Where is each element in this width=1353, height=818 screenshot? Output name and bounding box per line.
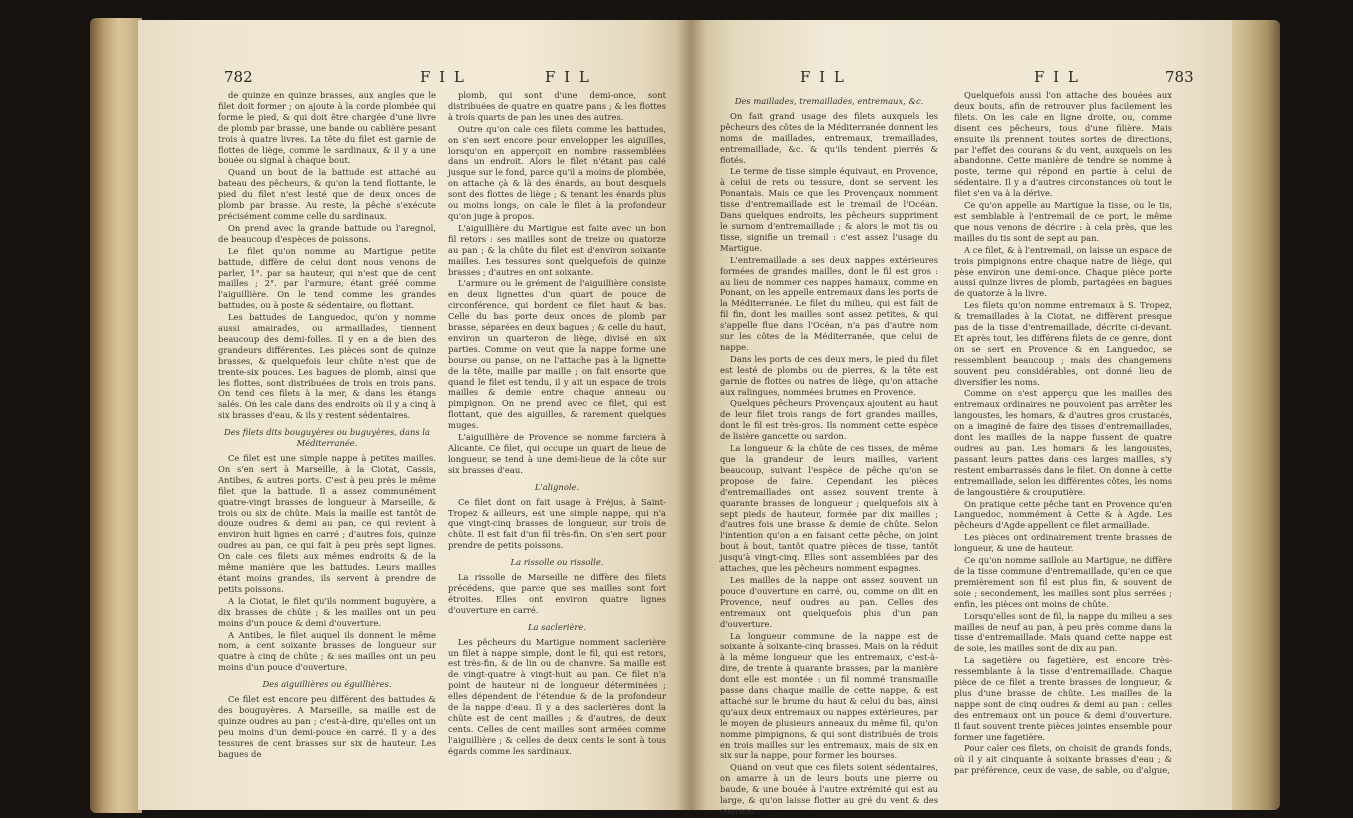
section-heading: Des filets dits bouguyères ou buguyères, dans la Méditerranée. xyxy=(224,427,430,449)
paragraph: La longueur commune de la nappe est de soixante à soixante-cinq brasses. Mais on la réduit à la même longueur que les entremaux, c'est-à-dire, de trente à quarante brasses, par la manière dont elle est montée : un fil nommé transmaille passe dans chaque maille de cette nappe, & est attaché sur le brume du haut & celui du bas, ainsi qu'aux deux entremaux ou nappes extérieures, par le moyen de plusieurs anneaux du même fil, qu'on nomme pimpignons, & qui sont distribués de trois en trois mailles sur les entremaux, mais de six en six sur la nappe, pour former les bourses. xyxy=(720,630,938,761)
paragraph: Ce qu'on nomme saillole au Martigue, ne diffère de la tisse commune d'entremaillade, qu'en ce que premièrement son fil est plus fin, & souvent de soie ; secondement, les mailles sont plus serrées ; enfin, les pièces ont moins de chûte. xyxy=(954,555,1172,609)
section-heading: Des aiguillières ou éguillières. xyxy=(262,679,392,690)
paragraph: Ce filet est encore peu différent des battudes & des bouguyères. A Marseille, sa maille est de quinze oudres au pan ; c'est-à-dire, qu'elles ont un peu moins d'un demi-pouce en carré. Il y a des tessures de cent brasses sur six de hauteur. Les bagues de xyxy=(218,694,436,759)
paragraph: Les battudes de Languedoc, qu'on y nomme aussi amairades, ou armaillades, tiennent beaucoup des demi-folles. Il y en a de bien des grandeurs différentes. Les pièces sont de quinze brasses, & quelquefois leur chûte n'est que de trente-six pouces. Les bagues de plomb, ainsi que les flottes, sont distribuées de trois en trois pans. On tend ces filets à la mer, & dans les étangs salés. On les cale dans des endroits où il y a cinq à six brasses d'eau, & ils y restent sédentaires. xyxy=(218,312,436,421)
left-page xyxy=(138,20,690,810)
left-page-column-2 xyxy=(448,90,666,758)
paragraph: Dans les ports de ces deux mers, le pied du filet est lesté de plombs ou de pierres, & la tête est garnie de flottes ou natres de liège, qu'on attache aux ralingues, nommées brumes en Provence. xyxy=(720,353,938,397)
paragraph: Les pièces ont ordinairement trente brasses de longueur, & une de hauteur. xyxy=(954,532,1172,554)
paragraph: Ce filet est une simple nappe à petites mailles. On s'en sert à Marseille, à la Ciotat, Cassis, Antibes, & autres ports. C'est à peu près le même filet que la battude. Il a assez communément quatre-vingt brasses de longueur à Marseille, & trois ou six de chûte. Mais la maille est tantôt de douze oudres & demi au pan, ce qui revient à environ huit lignes en carré ; d'autres fois, quinze oudres au pan, ce qui fait à peu près sept lignes. On cale ces filets aux mêmes endroits & de la même manière que les battudes. Leurs mailles étant moins grandes, ils servent à prendre de petits poissons. xyxy=(218,453,436,594)
paragraph: L'entremaillade a ses deux nappes extérieures formées de grandes mailles, dont le fil est gros : au lieu de nommer ces nappes hamaux, comme en Ponant, on les appelle entremaux dans les ports de la Méditerranée. Le filet du milieu, qui est fait de fil fin, dont les mailles sont assez petites, & qui s'appelle flue dans l'Océan, n'a pas d'autre nom sur les côtes de la Méditerranée, que celui de nappe. xyxy=(720,254,938,352)
section-heading: L'alignole. xyxy=(534,481,580,492)
right-page-column-1 xyxy=(720,90,938,818)
paragraph: Ce qu'on appelle au Martigue la tisse, ou le tis, est semblable à l'entremail de ce port, le même que nous venons de décrire : à cela près, que les mailles du tis sont de sept au pan. xyxy=(954,200,1172,243)
running-head-left-col1: F I L xyxy=(420,68,466,86)
running-head-right-col1: F I L xyxy=(800,68,846,86)
paragraph: plomb, qui sont d'une demi-once, sont distribuées de quatre en quatre pans ; & les flottes à trois quarts de pan les unes des autres. xyxy=(448,90,666,122)
section-heading: La saclerière. xyxy=(527,621,587,632)
paragraph: La sagetière ou fagetière, est encore très-ressemblante à la tisse d'entremaillade. Chaque pièce de ce filet a trente brasses de longueur, & plus d'une brasse de chûte. Les mailles de la nappe sont de cinq oudres & demi au pan : celles des entremaux ont un pouce & demi d'ouverture. Il faut souvent trente pièces jointes ensemble pour former une fagetière. xyxy=(954,655,1172,742)
paragraph: On prend avec la grande battude ou l'aregnol, de beaucoup d'espèces de poissons. xyxy=(218,222,436,244)
paragraph: Le filet qu'on nomme au Martigue petite battude, diffère de celui dont nous venons de parler, 1°. par sa hauteur, qui n'est que de cent mailles ; 2°. par l'armure, étant gréé comme l'aiguillière. On le tend comme les grandes battudes, ou à poste & sédentaire, ou flottant. xyxy=(218,245,436,311)
paragraph: Les pêcheurs du Martigue nomment saclerière un filet à nappe simple, dont le fil, qui est retors, est très-fin, & de lin ou de chanvre. Sa maille est de vingt-quatre à vingt-huit au pan. Ce filet n'a point de hauteur ni de longueur déterminées ; elles dépendent de l'étendue & de la profondeur de la nappe d'eau. Il y a des saclerières dont la chûte est de cent mailles ; & d'autres, de deux cents. Celles de cent mailles sont armées comme l'aiguillière ; & celles de deux cents le sont à tous égards comme les sardinaux. xyxy=(448,636,666,756)
paragraph: Comme on s'est apperçu que les mailles des entremaux ordinaires ne pouvoient pas arrêter les langoustes, les homars, & d'autres gros crustacés, on a imaginé de faire des tisses d'entremaillades, dont les mailles de la nappe fussent de quatre oudres au pan. Les homars & les langoustes, passant leurs pattes dans ces larges mailles, s'y restent embarrassés dans le filet. On donne à cette entremaillade, selon les différentes côtes, les noms de langoustière & crouputière. xyxy=(954,388,1172,497)
right-page-edges xyxy=(1230,20,1280,810)
right-page xyxy=(690,20,1232,816)
running-head-left-col2: F I L xyxy=(545,68,591,86)
paragraph: A la Ciotat, le filet qu'ils nomment buguyère, a dix brasses de chûte ; & les mailles ont un peu moins d'un pouce & demi d'ouverture. xyxy=(218,595,436,628)
page-number-right: 783 xyxy=(1165,68,1194,86)
paragraph: Le terme de tisse simple équivaut, en Provence, à celui de rets ou tessure, dont se servent les Ponantais. Mais ce que les Provençaux nomment tisse d'entremaillade est le tremail de l'Océan. Dans quelques endroits, les pêcheurs suppriment le surnom d'entremaillade ; & alors le mot tis ou tisse, signifie un tremail : c'est assez l'usage du Martigue. xyxy=(720,166,938,253)
running-head-right-col2: F I L xyxy=(1034,68,1080,86)
paragraph: Les mailles de la nappe ont assez souvent un pouce d'ouverture en carré, ou, comme on dit en Provence, neuf oudres au pan. Celles des entremaux ont quelquefois plus d'un pan d'ouverture. xyxy=(720,574,938,629)
left-page-edges xyxy=(90,18,142,813)
paragraph: La longueur & la chûte de ces tisses, de même que la grandeur de leurs mailles, varient beaucoup, suivant l'espèce de pêche qu'on se propose de faire. Cependant les pièces d'entremaillades ont assez souvent trente à quarante brasses de longueur ; quelquefois six à sept pieds de hauteur, formée par dix mailles ; d'autres fois une brasse & demie de chûte. Selon l'intention qu'on a en faisant cette pêche, on joint bout à bout, tantôt quatre pièces de tisse, tantôt jusqu'à vingt-cinq. Elles sont assemblées par des attaches, que les pêcheurs nomment espagnes. xyxy=(720,443,938,574)
paragraph: Outre qu'on cale ces filets comme les battudes, on s'en sert encore pour envelopper les aiguilles, lorsqu'on en apperçoit en nombre rassemblées dans un endroit. Alors le filet n'étant pas calé jusque sur le fond, parce qu'il a moins de plombée, on attache çà & là des énards, au bout desquels sont des flottes de liège ; & tenant les énards plus ou moins longs, on cale le filet à la profondeur qu'on juge à propos. xyxy=(448,123,666,221)
paragraph: Les filets qu'on nomme entremaux à S. Tropez, & tremaillades à la Ciotat, ne diffèrent presque pas de la tisse d'entremaillade, décrite ci-devant. Et après tout, les différens filets de ce genre, dont on se sert en Provence & en Languedoc, se ressemblent beaucoup ; mais des changemens souvent peu considérables, ont donné lieu de diversifier les noms. xyxy=(954,300,1172,387)
paragraph: Ce filet dont on fait usage à Fréjus, à Saint-Tropez & ailleurs, est une simple nappe, qui n'a que vingt-cinq brasses de longueur, sur trois de chûte. Il est fait d'un fil très-fin. On s'en sert pour prendre de petits poissons. xyxy=(448,496,666,551)
paragraph: de quinze en quinze brasses, aux angles que le filet doit former ; on ajoute à la corde plombée qui forme le pied, & qui doit être chargée d'une livre de plomb par brasse, une bande ou cablière pesant trois à quatre livres. La tête du filet est garnie de flottes de liège, comme le sardinaux, & il y a une bouée ou signal à chaque bout. xyxy=(218,90,436,166)
section-title: Des maillades, tremaillades, entremaux, &c. xyxy=(734,96,924,106)
paragraph: L'aiguillière de Provence se nomme farciera à Alicante. Ce filet, qui occupe un quart de lieue de longueur, se tend à une demi-lieue de la côte sur six brasses d'eau. xyxy=(448,432,666,475)
paragraph: L'armure ou le grément de l'aiguillière consiste en deux lignettes d'un quart de pouce de circonférence, qui bordent ce filet haut & bas. Celle du bas porte deux onces de plomb par brasse, séparées en deux bagues ; & celle du haut, environ un quarteron de liège, divisé en six parties. Comme on veut que la nappe forme une bourse ou panse, on ne l'attache pas à la lignette de la tête, maille par maille ; on fait ensorte que quand le filet est tendu, il y ait un espace de trois mailles & demie entre chaque anneau ou pimpignon. On ne prend avec ce filet, qui est flottant, que des aiguilles, & rarement quelques muges. xyxy=(448,278,666,431)
paragraph: La rissolle de Marseille ne diffère des filets précédens, que parce que ses mailles sont fort étroites. Elles ont environ quatre lignes d'ouverture en carré. xyxy=(448,572,666,615)
paragraph: Quand on veut que ces filets soient sédentaires, on amarre à un de leurs bouts une pierre ou baude, & une bouée à l'autre extrémité qui est au large, & qu'on laisse flotter au gré du vent & des courans. xyxy=(720,762,938,816)
paragraph: Quelques pêcheurs Provençaux ajoutent au haut de leur filet trois rangs de fort grandes mailles, dont le fil est très-gros. Ils nomment cette espèce de lisière gancette ou sardon. xyxy=(720,398,938,442)
paragraph: A Antibes, le filet auquel ils donnent le même nom, a cent soixante brasses de longueur sur quatre à cinq de chûte ; & ses mailles ont un peu moins d'un pouce d'ouverture. xyxy=(218,629,436,673)
paragraph: On pratique cette pêche tant en Provence qu'en Languedoc, nommément à Cette & à Agde. Les pêcheurs d'Agde appellent ce filet armaillade. xyxy=(954,498,1172,531)
left-page-column-1 xyxy=(218,90,436,760)
paragraph: Quelquefois aussi l'on attache des bouées aux deux bouts, afin de retrouver plus facilement les filets. On les cale en ligne droite, ou, comme disent ces pêcheurs, tous d'une filière. Mais ensuite ils prennent toutes sortes de directions, par l'effet des courans & du vent, auxquels on les abandonne. Cette manière de tendre se nomme à poste, terme qui répond en partie à celui de sédentaire. Il y a d'autres circonstances où tout le filet s'en va à la dérive. xyxy=(954,90,1172,199)
book-gutter xyxy=(676,20,706,810)
right-page-column-2 xyxy=(954,90,1172,777)
paragraph: Lorsqu'elles sont de fil, la nappe du milieu a ses mailles de neuf au pan, à peu près comme dans la tisse d'entremaillade. Mais quand cette nappe est de soie, les mailles sont de dix au pan. xyxy=(954,610,1172,654)
paragraph: On fait grand usage des filets auxquels les pêcheurs des côtes de la Méditerranée donnent les noms de maillades, entremaux, tremaillades, entremaillade, &c. & qu'ils tendent pierrés & flotés. xyxy=(720,110,938,165)
paragraph: A ce filet, & à l'entremail, on laisse un espace de trois pimpignons entre chaque natre de liège, qui pèse environ une demi-once. Chaque pièce porte aussi quinze livres de plomb, partagées en bagues de quatorze à la livre. xyxy=(954,244,1172,299)
paragraph: L'aiguillière du Martigue est faite avec un bon fil retors : ses mailles sont de treize ou quatorze au pan ; & la chûte du filet est d'environ soixante mailles. Les tessures sont quelquefois de quinze brasses ; d'autres en ont soixante. xyxy=(448,222,666,277)
paragraph: Pour caler ces filets, on choisit de grands fonds, où il y ait cinquante à soixante brasses d'eau ; & par préférence, ceux de vase, de sable, ou d'algue, xyxy=(954,743,1172,776)
page-number-left: 782 xyxy=(224,68,253,86)
section-heading: La rissolle ou rissolle. xyxy=(510,557,604,568)
paragraph: Quand un bout de la battude est attaché au bateau des pêcheurs, & qu'on la tend flottante, le pied du filet n'est lesté que de deux onces de plomb par brasse. Au reste, la pêche s'exécute précisément comme celle du sardinaux. xyxy=(218,167,436,221)
